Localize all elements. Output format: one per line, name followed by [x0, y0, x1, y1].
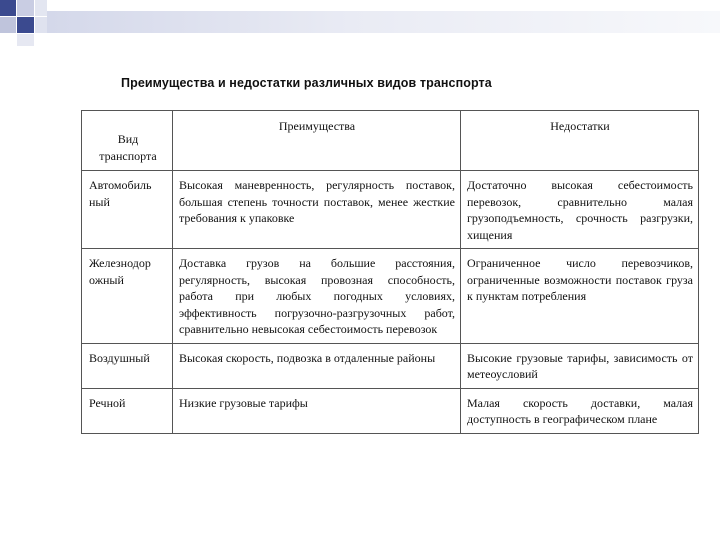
- cell-transport-type: Железнодор ожный: [82, 249, 173, 344]
- decor-square: [17, 34, 34, 46]
- cell-transport-type: Речной: [82, 388, 173, 433]
- table-header-row: [82, 111, 699, 171]
- cell-advantages: Высокая скорость, подвозка в отдаленные районы: [173, 343, 461, 388]
- table-row: [82, 343, 699, 388]
- decor-square: [0, 0, 16, 16]
- comparison-table: [81, 110, 699, 434]
- cell-advantages: Низкие грузовые тарифы: [173, 388, 461, 433]
- cell-transport-type: Воздушный: [82, 343, 173, 388]
- header-advantages: Преимущества: [173, 111, 461, 171]
- decor-square: [0, 17, 16, 33]
- header-disadvantages: Недостатки: [461, 111, 699, 171]
- cell-disadvantages: Достаточно высокая себестоимость перевозок, сравнительно малая грузоподъемность, срочность разгрузки, хищения: [461, 171, 699, 249]
- decor-square: [35, 17, 47, 33]
- decor-square: [35, 0, 47, 16]
- cell-transport-type: Автомобиль ный: [82, 171, 173, 249]
- cell-disadvantages: Высокие грузовые тарифы, зависимость от метеоусловий: [461, 343, 699, 388]
- decor-bar: [47, 11, 720, 33]
- cell-advantages: Высокая маневренность, регулярность поставок, большая степень точности поставок, менее жесткие требования к упаковке: [173, 171, 461, 249]
- cell-disadvantages: Малая скорость доставки, малая доступность в географическом плане: [461, 388, 699, 433]
- cell-advantages: Доставка грузов на большие расстояния, регулярность, высокая провозная способность, работа при любых погодных условиях, эффективность погрузочно-разгрузочных работ, сравнительно невысокая себестоимость перевозок: [173, 249, 461, 344]
- table-row: [82, 388, 699, 433]
- cell-disadvantages: Ограниченное число перевозчиков, ограниченные возможности поставок груза к пунктам потребления: [461, 249, 699, 344]
- decor-square: [17, 0, 34, 16]
- table-row: [82, 249, 699, 344]
- page-title: Преимущества и недостатки различных видов транспорта: [121, 76, 492, 90]
- header-transport-type: Вид транспорта: [82, 111, 173, 171]
- table-row: [82, 171, 699, 249]
- decor-square: [17, 17, 34, 33]
